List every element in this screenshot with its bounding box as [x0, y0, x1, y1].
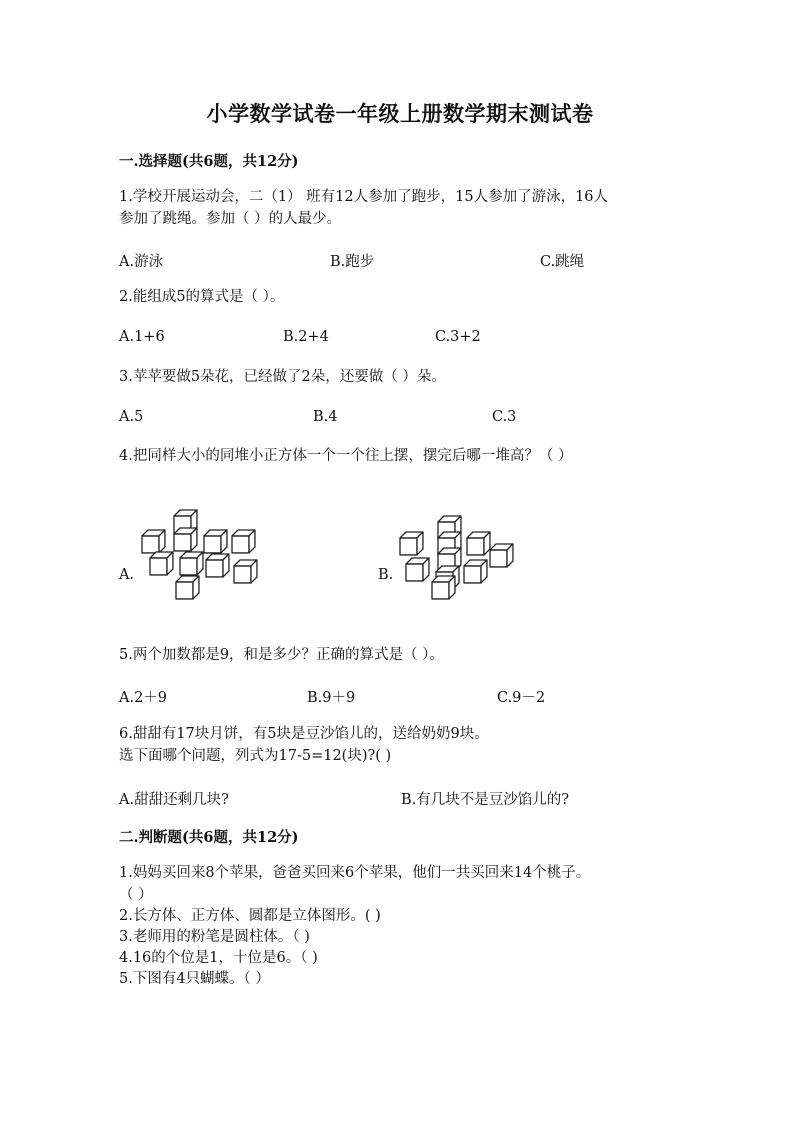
question-2-option-a: A.1+6	[119, 329, 165, 345]
judge-item-3: 3.老师用的粉笔是圆柱体。（ )	[119, 929, 310, 945]
question-5-option-c: C.9－2	[497, 690, 546, 706]
question-1-line-2: 参加了跳绳。参加（ ）的人最少。	[119, 211, 342, 227]
cube-icon	[406, 558, 429, 581]
question-5-option-b: B.9＋9	[307, 690, 356, 706]
question-1-option-c: C.跳绳	[540, 254, 585, 270]
question-3-option-b: B.4	[313, 409, 338, 425]
page-title: 小学数学试卷一年级上册数学期末测试卷	[206, 101, 594, 126]
cube-icon	[204, 530, 227, 553]
cube-icon	[467, 532, 490, 555]
section-heading-choice: 一.选择题(共6题，共12分)	[119, 153, 299, 170]
cube-icon	[464, 560, 487, 583]
question-1-line-1: 1.学校开展运动会，二（1） 班有12人参加了跑步，15人参加了游泳，16人	[119, 189, 609, 205]
cube-stack-a-figure	[132, 500, 267, 600]
cube-icon	[180, 552, 203, 575]
question-4-option-a: A.	[119, 567, 135, 583]
judge-item-1-blank: （ ）	[119, 887, 153, 903]
cube-icon	[490, 544, 513, 567]
section-heading-judge: 二.判断题(共6题，共12分)	[119, 829, 299, 846]
question-2-option-c: C.3+2	[435, 329, 481, 345]
cube-stack-b-figure	[392, 510, 522, 605]
question-6-option-a: A.甜甜还剩几块?	[119, 792, 229, 808]
judge-item-1: 1.妈妈买回来8个苹果，爸爸买回来6个苹果，他们一共买回来14个桃子。	[119, 865, 591, 881]
question-2-option-b: B.2+4	[283, 329, 329, 345]
question-3-option-a: A.5	[119, 409, 144, 425]
cube-icon	[174, 528, 197, 551]
question-6-line-2: 选下面哪个问题，列式为17-5=12(块)?( )	[119, 748, 392, 764]
question-4-line-1: 4.把同样大小的同堆小正方体一个一个往上摆，摆完后哪一堆高？（ ）	[119, 448, 573, 464]
cube-icon	[150, 552, 173, 575]
question-3-line-1: 3.苹苹要做5朵花，已经做了2朵，还要做（ ）朵。	[119, 369, 446, 385]
cube-icon	[400, 532, 423, 555]
question-5-option-a: A.2＋9	[119, 690, 168, 706]
cube-icon	[142, 530, 165, 553]
question-6-option-b: B.有几块不是豆沙馅儿的?	[401, 792, 570, 808]
question-6-line-1: 6.甜甜有17块月饼，有5块是豆沙馅儿的，送给奶奶9块。	[119, 726, 489, 742]
question-2-line-1: 2.能组成5的算式是（ ）。	[119, 289, 285, 305]
cube-icon	[432, 576, 455, 599]
judge-item-4: 4.16的个位是1，十位是6。（ )	[119, 950, 318, 966]
question-1-option-b: B.跑步	[330, 254, 375, 270]
judge-item-5: 5.下图有4只蝴蝶。（ ）	[119, 971, 270, 987]
question-5-line-1: 5.两个加数都是9，和是多少？正确的算式是（ ）。	[119, 647, 444, 663]
judge-item-2: 2.长方体、正方体、圆都是立体图形。( )	[119, 908, 381, 924]
cube-icon	[206, 554, 229, 577]
cube-icon	[232, 530, 255, 553]
question-4-option-b: B.	[378, 567, 394, 583]
cube-icon	[176, 576, 199, 599]
question-1-option-a: A.游泳	[119, 254, 164, 270]
question-3-option-c: C.3	[492, 409, 517, 425]
cube-icon	[234, 560, 257, 583]
